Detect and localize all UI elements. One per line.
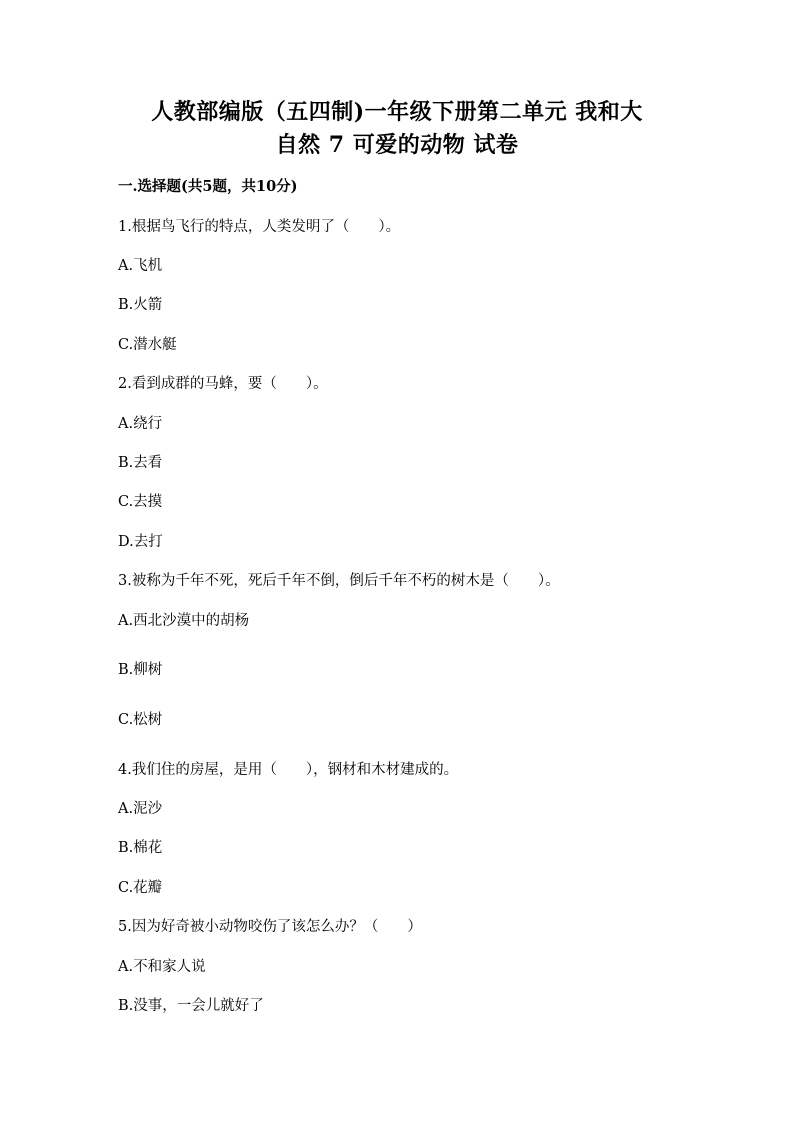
option-b: B.柳树 (118, 662, 163, 678)
option-b: B.没事，一会儿就好了 (118, 998, 264, 1014)
question-stem: 5.因为好奇被小动物咬伤了该怎么办？（ ） (118, 919, 422, 935)
option-d: D.去打 (118, 534, 163, 550)
option-c: C.花瓣 (118, 880, 163, 896)
option-c: C.松树 (118, 712, 163, 728)
question-stem: 1.根据鸟飞行的特点，人类发明了（ ）。 (118, 219, 401, 235)
section-heading: 一.选择题(共5题，共10分) (118, 178, 298, 195)
title-line-1: 人教部编版（五四制)一年级下册第二单元 我和大 (151, 99, 643, 125)
title-line-2: 自然 7 可爱的动物 试卷 (275, 132, 519, 158)
option-a: A.不和家人说 (118, 959, 206, 975)
option-a: A.绕行 (118, 416, 163, 432)
question-stem: 4.我们住的房屋，是用（ ），钢材和木材建成的。 (118, 762, 459, 778)
option-a: A.西北沙漠中的胡杨 (118, 613, 250, 629)
option-c: C.潜水艇 (118, 337, 177, 353)
option-b: B.火箭 (118, 297, 163, 313)
option-b: B.去看 (118, 455, 163, 471)
question-stem: 3.被称为千年不死，死后千年不倒，倒后千年不朽的树木是（ ）。 (118, 573, 560, 589)
option-a: A.泥沙 (118, 801, 163, 817)
option-c: C.去摸 (118, 494, 163, 510)
option-a: A.飞机 (118, 258, 163, 274)
option-b: B.棉花 (118, 840, 163, 856)
question-stem: 2.看到成群的马蜂，要（ ）。 (118, 376, 328, 392)
